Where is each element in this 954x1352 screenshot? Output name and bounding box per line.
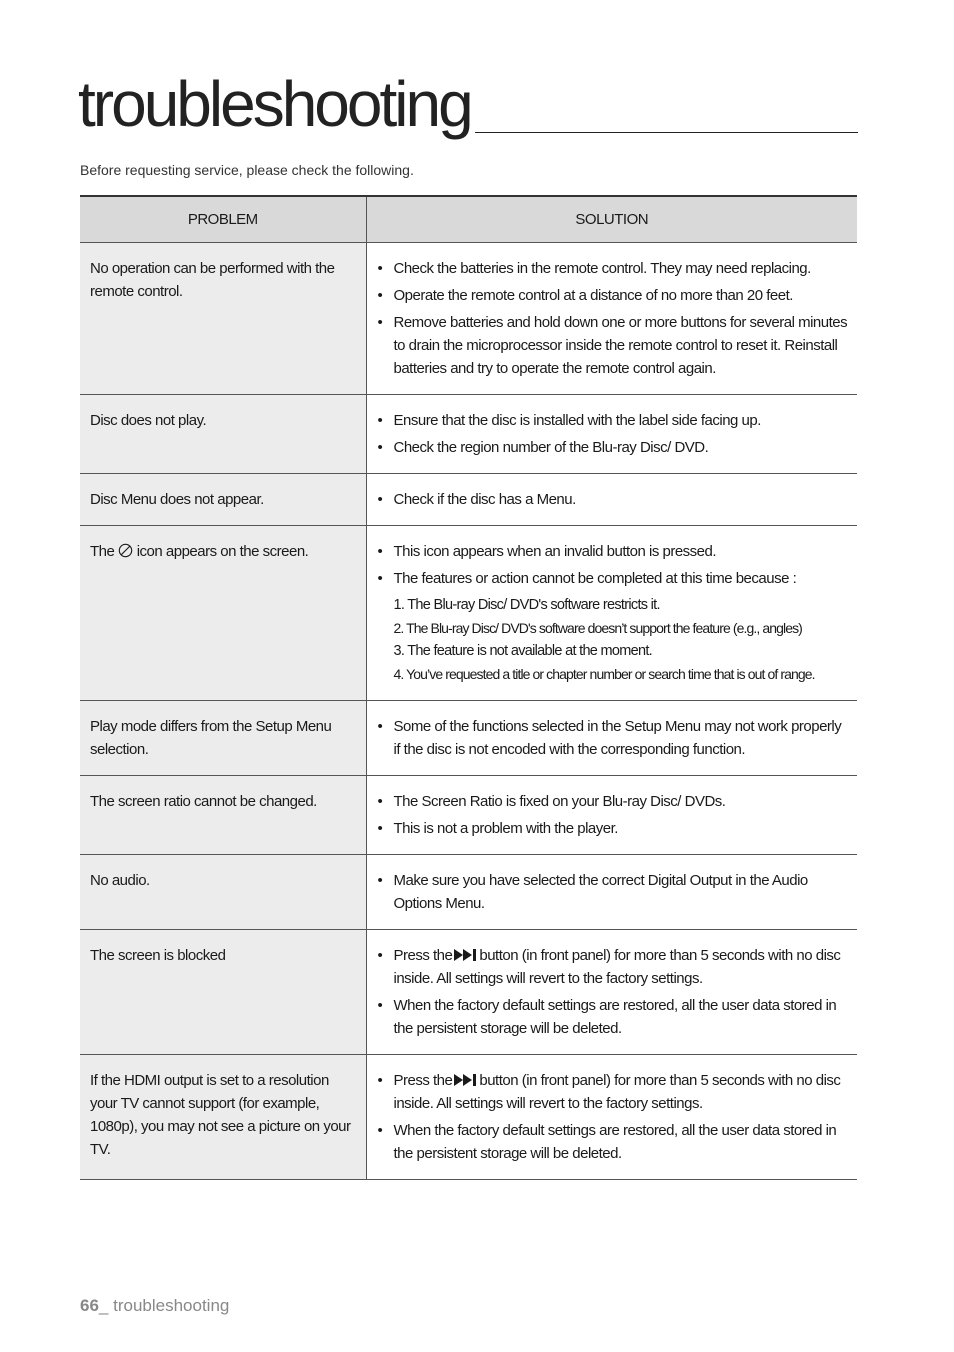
bullet-item: • Remove batteries and hold down one or more buttons for several minutes to drain the microprocessor inside the remote control to reset it. Reinstall batteries and try to operate the remote control again.	[377, 314, 848, 377]
bullet-item: • Make sure you have selected the correct Digital Output in the Audio Options Menu.	[377, 872, 808, 912]
bullet-text-suffix: button (in front panel) for more than 5 seconds with no disc inside. All settings will revert to the factory settings.	[393, 1072, 841, 1112]
bullet-item: • Ensure that the disc is installed with the label side facing up.	[377, 412, 761, 429]
bullet-item: • Operate the remote control at a distance of no more than 20 feet.	[377, 287, 793, 304]
solution-cell	[366, 395, 857, 474]
skip-forward-icon	[454, 1074, 477, 1086]
header-solution: SOLUTION	[366, 196, 857, 243]
numbered-item: 4. You’ve requested a title or chapter number or search time that is out of range.	[393, 666, 815, 682]
problem-cell: If the HDMI output is set to a resolution your TV cannot support (for example, 1080p), you may not see a picture on your TV.	[80, 1055, 366, 1180]
bullet-text: Make sure you have selected the correct Digital Output in the Audio Options Menu.	[393, 872, 808, 912]
problem-cell: No audio.	[80, 855, 366, 930]
solution-cell	[366, 1055, 857, 1180]
numbered-item: 3. The feature is not available at the moment.	[393, 643, 653, 659]
table-row	[80, 1055, 857, 1180]
problem-cell: Disc does not play.	[80, 395, 366, 474]
problem-cell: The screen is blocked	[80, 930, 366, 1055]
table-header-row	[80, 196, 857, 243]
footer-section: _ troubleshooting	[98, 1296, 230, 1315]
problem-text-suffix: icon appears on the screen.	[136, 543, 309, 560]
bullet-text: This is not a problem with the player.	[393, 820, 618, 837]
problem-cell: Play mode differs from the Setup Menu selection.	[80, 701, 366, 776]
bullet-item: • The Screen Ratio is fixed on your Blu-ray Disc/ DVDs.	[377, 793, 726, 810]
problem-cell: No operation can be performed with the remote control.	[80, 243, 366, 395]
skip-forward-icon	[454, 949, 477, 961]
bullet-text-prefix: Press the	[393, 947, 453, 964]
bullet-text-suffix: button (in front panel) for more than 5 seconds with no disc inside. All settings will revert to the factory settings.	[393, 947, 841, 987]
bullet-text: Operate the remote control at a distance of no more than 20 feet.	[393, 287, 793, 304]
bullet-text: Check the batteries in the remote control. They may need replacing.	[393, 260, 811, 277]
page-footer	[80, 1296, 229, 1316]
problem-cell: The screen ratio cannot be changed.	[80, 776, 366, 855]
solution-cell	[366, 701, 857, 776]
intro-text: Before requesting service, please check the following.	[80, 162, 414, 178]
numbered-item: 1. The Blu-ray Disc/ DVD's software restricts it.	[393, 597, 660, 613]
problem-text-prefix: The	[90, 543, 115, 560]
table-row	[80, 474, 857, 526]
solution-cell	[366, 930, 857, 1055]
page-number: 66	[80, 1296, 99, 1315]
bullet-text: Check if the disc has a Menu.	[393, 491, 576, 508]
table-row	[80, 243, 857, 395]
bullet-item: • Some of the functions selected in the Setup Menu may not work properly if the disc is not encoded with the corresponding function.	[377, 718, 842, 758]
problem-cell: Disc Menu does not appear.	[80, 474, 366, 526]
bullet-text: Remove batteries and hold down one or more buttons for several minutes to drain the microprocessor inside the remote control to reset it. Reinstall batteries and try to operate the remote control again.	[393, 314, 848, 377]
solution-cell	[366, 526, 857, 701]
bullet-text: This icon appears when an invalid button is pressed.	[393, 543, 717, 560]
troubleshooting-table	[80, 195, 857, 1180]
solution-cell	[366, 776, 857, 855]
problem-cell	[80, 526, 366, 701]
prohibited-icon	[118, 543, 133, 558]
bullet-text-prefix: Press the	[393, 1072, 453, 1089]
bullet-text: Check the region number of the Blu-ray Disc/ DVD.	[393, 439, 709, 456]
table-row	[80, 395, 857, 474]
bullet-item: • When the factory default settings are restored, all the user data stored in the persistent storage will be deleted.	[377, 997, 837, 1037]
header-problem: PROBLEM	[80, 196, 366, 243]
solution-cell	[366, 474, 857, 526]
table-row	[80, 930, 857, 1055]
bullet-item: • Press the button (in front panel) for more than 5 seconds with no disc inside. All settings will revert to the factory settings.	[377, 1072, 841, 1112]
solution-cell	[366, 855, 857, 930]
table-row	[80, 776, 857, 855]
bullet-item: • Press the button (in front panel) for more than 5 seconds with no disc inside. All settings will revert to the factory settings.	[377, 947, 841, 987]
table-row	[80, 855, 857, 930]
bullet-text: When the factory default settings are restored, all the user data stored in the persistent storage will be deleted.	[393, 997, 837, 1037]
page-title: troubleshooting	[78, 72, 475, 136]
bullet-text: When the factory default settings are restored, all the user data stored in the persistent storage will be deleted.	[393, 1122, 837, 1162]
bullet-text: Some of the functions selected in the Setup Menu may not work properly if the disc is not encoded with the corresponding function.	[393, 718, 842, 758]
bullet-item: • Check if the disc has a Menu.	[377, 491, 576, 508]
bullet-item: • This icon appears when an invalid button is pressed.	[377, 543, 717, 560]
bullet-item: • This is not a problem with the player.	[377, 820, 618, 837]
bullet-item: • When the factory default settings are restored, all the user data stored in the persistent storage will be deleted.	[377, 1122, 837, 1162]
table-row	[80, 701, 857, 776]
title-rule	[78, 68, 858, 140]
bullet-item: • Check the region number of the Blu-ray Disc/ DVD.	[377, 439, 709, 456]
bullet-item: • The features or action cannot be completed at this time because :	[377, 570, 797, 587]
solution-cell	[366, 243, 857, 395]
table-row	[80, 526, 857, 701]
bullet-text: Ensure that the disc is installed with the label side facing up.	[393, 412, 761, 429]
numbered-item: 2. The Blu-ray Disc/ DVD's software doesn’t support the feature (e.g., angles)	[393, 620, 802, 636]
bullet-text: The features or action cannot be completed at this time because :	[393, 570, 797, 587]
bullet-item: • Check the batteries in the remote control. They may need replacing.	[377, 260, 811, 277]
bullet-text: The Screen Ratio is fixed on your Blu-ray Disc/ DVDs.	[393, 793, 726, 810]
